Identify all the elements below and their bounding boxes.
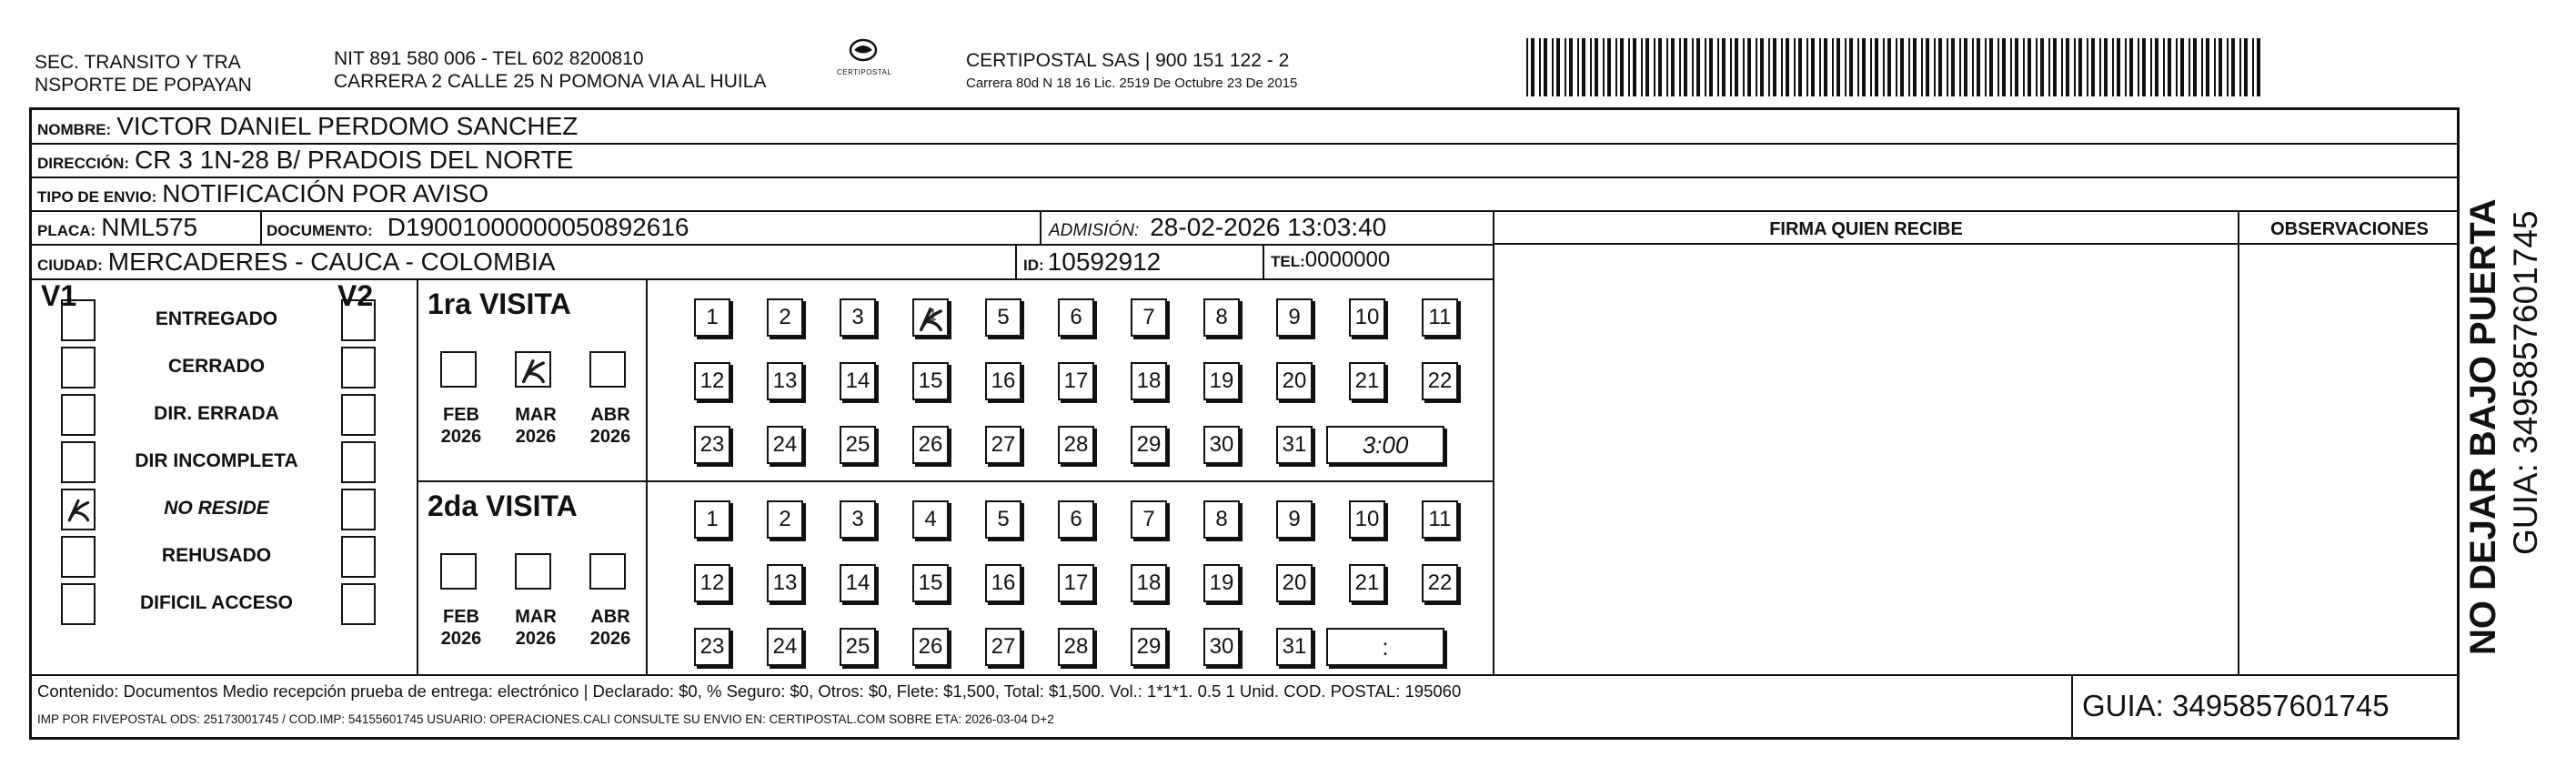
- admision-value: 28-02-2026 13:03:40: [1150, 213, 1387, 241]
- day-box[interactable]: 21: [1349, 564, 1385, 602]
- barcode-bar: [1806, 38, 1808, 96]
- day-box[interactable]: 13: [767, 362, 803, 400]
- month-year: 2026: [440, 427, 482, 447]
- month-checkbox[interactable]: [589, 351, 626, 388]
- barcode-bar: [1989, 38, 1993, 96]
- barcode-bar: [1819, 38, 1821, 96]
- month-name: FEB: [443, 405, 479, 425]
- time-box[interactable]: 3:00: [1326, 426, 1444, 464]
- shipment-form: [29, 107, 2460, 740]
- barcode-bar: [1705, 38, 1706, 96]
- footer-guia: GUIA: 3495857601745: [2082, 689, 2390, 722]
- barcode-bar: [2040, 38, 2044, 96]
- month-label: [429, 404, 493, 448]
- day-box[interactable]: 15: [912, 362, 949, 400]
- nit-block: [334, 47, 766, 93]
- rule: [32, 244, 1493, 246]
- barcode-bar: [1628, 38, 1630, 96]
- v2-checkbox[interactable]: [341, 583, 376, 625]
- day-box[interactable]: 28: [1058, 426, 1094, 464]
- tipo-label: TIPO DE ENVIO:: [37, 188, 157, 206]
- barcode-bar: [1985, 38, 1987, 96]
- tel-label: TEL:: [1271, 253, 1305, 270]
- id-label: ID:: [1023, 257, 1044, 274]
- barcode-bar: [1849, 38, 1853, 96]
- day-box[interactable]: 22: [1422, 362, 1458, 400]
- day-box[interactable]: 9: [1276, 500, 1313, 539]
- month-name: ABR: [590, 607, 630, 627]
- barcode-bar: [2028, 38, 2031, 96]
- ciudad-cell: [37, 247, 555, 277]
- month-name: FEB: [443, 607, 479, 627]
- barcode-bar: [1577, 38, 1579, 96]
- barcode-bar: [2112, 38, 2114, 96]
- rule: [260, 210, 262, 244]
- barcode-bar: [2002, 38, 2006, 96]
- barcode-bar: [2163, 38, 2165, 96]
- day-box[interactable]: 16: [985, 362, 1021, 400]
- month-label: [579, 606, 642, 650]
- rule: [646, 278, 648, 674]
- day-box[interactable]: 15: [912, 564, 949, 602]
- barcode-bar: [2219, 38, 2222, 96]
- barcode-bar: [2214, 38, 2216, 96]
- barcode-bar: [1926, 38, 1929, 96]
- barcode-bar: [1921, 38, 1923, 96]
- v2-checkbox[interactable]: [341, 347, 376, 388]
- day-box[interactable]: 14: [840, 564, 876, 602]
- barcode-bar: [1798, 38, 1802, 96]
- day-box[interactable]: 4: [912, 500, 949, 539]
- month-checkbox[interactable]: [440, 553, 477, 590]
- barcode-bar: [2117, 38, 2120, 96]
- barcode-bar: [2206, 38, 2209, 96]
- logo-icon: [847, 36, 880, 64]
- placa-cell: [37, 213, 197, 242]
- barcode-bar: [1526, 38, 1528, 96]
- month-name: ABR: [590, 405, 630, 425]
- barcode-bar: [1531, 38, 1535, 96]
- v1-checkbox[interactable]: [61, 489, 96, 530]
- barcode-bar: [2036, 38, 2038, 96]
- day-box[interactable]: 24: [767, 628, 803, 666]
- barcode-bar: [1900, 38, 1904, 96]
- barcode-bar: [1947, 38, 1948, 96]
- visit-title: 1ra VISITA: [428, 288, 571, 320]
- day-box[interactable]: 31: [1276, 426, 1313, 464]
- day-box[interactable]: 18: [1131, 362, 1167, 400]
- barcode-bar: [2155, 38, 2158, 96]
- day-box[interactable]: 17: [1058, 362, 1094, 400]
- rule: [32, 177, 2460, 178]
- direccion-label: DIRECCIÓN:: [37, 155, 130, 172]
- barcode-bar: [1977, 38, 1980, 96]
- v1-label: V1: [41, 279, 77, 312]
- day-box[interactable]: 19: [1203, 362, 1240, 400]
- issuer-block: [35, 51, 252, 96]
- rule: [32, 674, 2460, 676]
- barcode-bar: [1896, 38, 1897, 96]
- footer-print-info: IMP POR FIVEPOSTAL ODS: 25173001745 / COD.IMP: 54155601745 USUARIO: OPERACIONES.CALI CONSULTE SU ENVIO EN: CERTIPOSTAL.COM SOBRE ETA: 2026-03-04 D+2: [37, 712, 1054, 726]
- barcode-bar: [1875, 38, 1878, 96]
- v2-checkbox[interactable]: [341, 299, 376, 341]
- barcode-bar: [1743, 38, 1745, 96]
- day-box[interactable]: 20: [1276, 362, 1313, 400]
- v2-checkbox[interactable]: [341, 441, 376, 483]
- day-box[interactable]: 7: [1131, 500, 1167, 539]
- barcode-bar: [1862, 38, 1866, 96]
- barcode-bar: [1913, 38, 1917, 96]
- nombre-row: [37, 112, 578, 141]
- day-box[interactable]: 30: [1203, 426, 1240, 464]
- day-box[interactable]: 29: [1131, 426, 1167, 464]
- barcode-bar: [1582, 38, 1585, 96]
- barcode-bar: [1544, 38, 1547, 96]
- barcode-bar: [2099, 38, 2101, 96]
- barcode-bar: [1883, 38, 1885, 96]
- barcode-bar: [2193, 38, 2197, 96]
- firma-header: FIRMA QUIEN RECIBE: [1769, 219, 1963, 239]
- footer-contents: Contenido: Documentos Medio recepción prueba de entrega: electrónico | Declarado: $0, % Seguro: $0, Otros: $0, Flete: $1,500, Total: $1,500. Vol.: 1*1*1. 0.5 1 Unid. COD. POSTAL: 195060: [37, 681, 1462, 701]
- day-box[interactable]: 22: [1422, 564, 1458, 602]
- barcode-bar: [2176, 38, 2178, 96]
- day-box[interactable]: 3: [840, 298, 876, 337]
- day-box[interactable]: 10: [1349, 298, 1385, 337]
- day-box[interactable]: 9: [1276, 298, 1313, 337]
- courier-block: [966, 49, 1297, 95]
- day-box[interactable]: 1: [694, 298, 730, 337]
- day-box[interactable]: 31: [1276, 628, 1313, 666]
- status-label: NO RESIDE: [164, 498, 269, 519]
- v1-checkbox[interactable]: [61, 583, 96, 625]
- barcode-bar: [1964, 38, 1967, 96]
- observaciones-header: OBSERVACIONES: [2270, 219, 2429, 239]
- barcode-bar: [1781, 38, 1783, 96]
- barcode-bar: [1633, 38, 1636, 96]
- barcode-bar: [1666, 38, 1668, 96]
- day-box[interactable]: 16: [985, 564, 1021, 602]
- barcode-bar: [1959, 38, 1961, 96]
- documento-value: D19001000000050892616: [387, 213, 689, 241]
- day-box[interactable]: 2: [767, 298, 803, 337]
- barcode-bar: [1845, 38, 1846, 96]
- barcode-bar: [1730, 38, 1732, 96]
- barcode-bar: [1620, 38, 1624, 96]
- barcode-bar: [1590, 38, 1592, 96]
- status-label: DIFICIL ACCESO: [139, 592, 293, 613]
- rule: [1040, 210, 1041, 244]
- barcode-bar: [2074, 38, 2076, 96]
- barcode-bar: [2138, 38, 2139, 96]
- barcode-bar: [1760, 38, 1764, 96]
- barcode-bar: [1908, 38, 1910, 96]
- placa-label: PLACA:: [37, 222, 96, 239]
- day-box[interactable]: 7: [1131, 298, 1167, 337]
- day-box[interactable]: 29: [1131, 628, 1167, 666]
- barcode-bar: [2129, 38, 2133, 96]
- barcode-bar: [2239, 38, 2241, 96]
- day-box[interactable]: 24: [767, 426, 803, 464]
- barcode-bar: [1735, 38, 1738, 96]
- barcode-bar: [1645, 38, 1649, 96]
- day-box[interactable]: 28: [1058, 628, 1094, 666]
- day-box[interactable]: 19: [1203, 564, 1240, 602]
- barcode-bar: [2066, 38, 2069, 96]
- day-box[interactable]: 4: [912, 298, 949, 337]
- rule: [1015, 244, 1017, 278]
- barcode-bar: [1887, 38, 1891, 96]
- nombre-label: NOMBRE:: [37, 121, 112, 138]
- month-year: 2026: [515, 629, 557, 649]
- documento-cell: [267, 213, 689, 242]
- day-box[interactable]: 27: [985, 628, 1021, 666]
- day-box[interactable]: 26: [912, 628, 949, 666]
- month-checkbox[interactable]: [515, 351, 551, 388]
- day-box[interactable]: 6: [1058, 298, 1094, 337]
- month-checkbox[interactable]: [515, 553, 551, 590]
- rule: [32, 278, 1493, 280]
- v2-checkbox[interactable]: [341, 394, 376, 436]
- barcode-bar: [2078, 38, 2082, 96]
- day-box[interactable]: 25: [840, 628, 876, 666]
- barcode-bar: [2168, 38, 2171, 96]
- nombre-value: VICTOR DANIEL PERDOMO SANCHEZ: [116, 112, 579, 140]
- id-cell: [1023, 247, 1161, 277]
- nit-line1: NIT 891 580 006 - TEL 602 8200810: [334, 48, 644, 69]
- barcode-bar: [1654, 38, 1655, 96]
- day-box[interactable]: 17: [1058, 564, 1094, 602]
- observations-area[interactable]: [2239, 245, 2458, 672]
- barcode-bar: [2091, 38, 2095, 96]
- barcode-bar: [1692, 38, 1694, 96]
- barcode-bar: [2150, 38, 2152, 96]
- ciudad-label: CIUDAD:: [37, 257, 103, 274]
- day-box[interactable]: 12: [694, 564, 730, 602]
- barcode-bar: [1595, 38, 1598, 96]
- barcode-bar: [2189, 38, 2190, 96]
- v1-checkbox[interactable]: [61, 394, 96, 436]
- tipo-row: [37, 179, 488, 208]
- direccion-value: CR 3 1N-28 B/ PRADOIS DEL NORTE: [135, 146, 574, 174]
- barcode-bar: [2061, 38, 2063, 96]
- tel-cell: [1271, 247, 1390, 273]
- barcode-bar: [1747, 38, 1751, 96]
- month-label: [504, 606, 568, 650]
- month-year: 2026: [515, 427, 557, 447]
- barcode-bar: [1756, 38, 1757, 96]
- barcode-bar: [1794, 38, 1796, 96]
- barcode-bar: [1565, 38, 1566, 96]
- barcode-bar: [2201, 38, 2203, 96]
- handwritten-mark-icon: [916, 302, 947, 335]
- v1-checkbox[interactable]: [61, 441, 96, 483]
- nit-line2: CARRERA 2 CALLE 25 N POMONA VIA AL HUILA: [334, 71, 767, 92]
- admision-label: ADMISIÓN:: [1049, 221, 1140, 240]
- barcode-bar: [1679, 38, 1681, 96]
- placa-value: NML575: [101, 213, 198, 241]
- rule: [2071, 674, 2073, 740]
- barcode-bar: [2227, 38, 2229, 96]
- barcode-bar: [2231, 38, 2235, 96]
- barcode-bar: [2244, 38, 2248, 96]
- barcode-bar: [1569, 38, 1573, 96]
- logo-text: CERTIPOSTAL: [837, 68, 892, 76]
- certipostal-logo: [837, 36, 890, 76]
- day-box[interactable]: 6: [1058, 500, 1094, 539]
- courier-line2: Carrera 80d N 18 16 Lic. 2519 De Octubre 23 De 2015: [966, 76, 1298, 91]
- barcode-bar: [1603, 38, 1605, 96]
- direccion-row: [37, 146, 573, 175]
- barcode-bar: [1972, 38, 1974, 96]
- side-guia: GUIA: 3495857601745: [2507, 210, 2544, 555]
- month-label: [504, 404, 568, 448]
- day-box[interactable]: 8: [1203, 500, 1240, 539]
- v2-checkbox[interactable]: [341, 489, 376, 530]
- barcode-bar: [1539, 38, 1541, 96]
- day-box[interactable]: 26: [912, 426, 949, 464]
- barcode-bar: [1934, 38, 1936, 96]
- barcode-bar: [1811, 38, 1815, 96]
- day-box[interactable]: 8: [1203, 298, 1240, 337]
- barcode-bar: [1717, 38, 1719, 96]
- day-box[interactable]: 5: [985, 298, 1021, 337]
- status-label: CERRADO: [167, 356, 266, 377]
- handwritten-check-icon: [518, 355, 549, 386]
- courier-line1: CERTIPOSTAL SAS | 900 151 122 - 2: [966, 50, 1290, 71]
- barcode-bar: [1786, 38, 1789, 96]
- issuer-line1: SEC. TRANSITO Y TRA: [35, 52, 241, 73]
- barcode-bar: [1684, 38, 1687, 96]
- barcode-bar: [2048, 38, 2050, 96]
- day-box[interactable]: 13: [767, 564, 803, 602]
- status-label: DIR. ERRADA: [154, 403, 279, 424]
- month-label: [429, 606, 493, 650]
- status-label: ENTREGADO: [155, 308, 278, 329]
- rule: [1263, 244, 1264, 278]
- day-box[interactable]: 11: [1422, 298, 1458, 337]
- rule: [32, 210, 2460, 212]
- month-year: 2026: [589, 427, 631, 447]
- day-box[interactable]: 25: [840, 426, 876, 464]
- day-box[interactable]: 12: [694, 362, 730, 400]
- month-checkbox[interactable]: [440, 351, 477, 388]
- barcode-bar: [1709, 38, 1713, 96]
- barcode-bar: [1658, 38, 1662, 96]
- barcode-bar: [2257, 38, 2260, 96]
- v1-checkbox[interactable]: [61, 299, 96, 341]
- v1-checkbox[interactable]: [61, 347, 96, 388]
- status-label: DIR INCOMPLETA: [135, 450, 298, 471]
- id-value: 10592912: [1047, 247, 1162, 276]
- rule: [32, 143, 2460, 145]
- day-box[interactable]: 10: [1349, 500, 1385, 539]
- month-label: [579, 404, 642, 448]
- barcode-bar: [1832, 38, 1834, 96]
- day-box[interactable]: 3: [840, 500, 876, 539]
- month-name: MAR: [515, 405, 557, 425]
- barcode-bar: [2104, 38, 2108, 96]
- barcode-bar: [1607, 38, 1611, 96]
- barcode-bar: [1857, 38, 1859, 96]
- day-box[interactable]: 2: [767, 500, 803, 539]
- barcode-bar: [1951, 38, 1955, 96]
- handwritten-check-icon: [65, 492, 94, 527]
- barcode-bar: [2180, 38, 2184, 96]
- month-year: 2026: [589, 629, 631, 649]
- barcode-bar: [1997, 38, 1999, 96]
- tel-value: 0000000: [1304, 247, 1391, 272]
- rule: [417, 480, 1493, 482]
- day-box[interactable]: 23: [694, 426, 730, 464]
- barcode-bar: [1836, 38, 1840, 96]
- day-box[interactable]: 14: [840, 362, 876, 400]
- visit-title: 2da VISITA: [428, 489, 578, 522]
- barcode-bar: [1641, 38, 1643, 96]
- barcode-bar: [2252, 38, 2254, 96]
- tipo-value: NOTIFICACIÓN POR AVISO: [162, 179, 489, 207]
- admision-cell: [1049, 213, 1386, 242]
- side-warning: NO DEJAR BAJO PUERTA: [2463, 198, 2503, 655]
- barcode-bar: [2125, 38, 2127, 96]
- time-box[interactable]: :: [1326, 628, 1444, 666]
- barcode-bar: [2053, 38, 2057, 96]
- day-box[interactable]: 30: [1203, 628, 1240, 666]
- barcode-bar: [2023, 38, 2025, 96]
- barcode-bar: [1768, 38, 1770, 96]
- day-box[interactable]: 23: [694, 628, 730, 666]
- barcode-bar: [1615, 38, 1617, 96]
- barcode-bar: [1671, 38, 1675, 96]
- barcode-bar: [2087, 38, 2088, 96]
- status-label: REHUSADO: [161, 545, 272, 566]
- barcode-bar: [1773, 38, 1776, 96]
- barcode-bar: [1722, 38, 1726, 96]
- month-year: 2026: [440, 629, 482, 649]
- rule: [417, 278, 418, 674]
- barcode-bar: [1696, 38, 1700, 96]
- barcode-bar: [1938, 38, 1942, 96]
- barcode-bar: [2015, 38, 2018, 96]
- day-box[interactable]: 11: [1422, 500, 1458, 539]
- barcode-bar: [1552, 38, 1554, 96]
- v2-label: V2: [337, 279, 374, 312]
- day-box[interactable]: 18: [1131, 564, 1167, 602]
- day-box[interactable]: 1: [694, 500, 730, 539]
- barcode-bar: [1556, 38, 1560, 96]
- month-checkbox[interactable]: [589, 553, 626, 590]
- documento-label: DOCUMENTO:: [267, 222, 373, 239]
- day-box[interactable]: 21: [1349, 362, 1385, 400]
- barcode-bar: [1870, 38, 1872, 96]
- barcode-bar: [2010, 38, 2012, 96]
- barcode-bar: [2142, 38, 2146, 96]
- issuer-line2: NSPORTE DE POPAYAN: [35, 75, 252, 96]
- day-box[interactable]: 27: [985, 426, 1021, 464]
- month-name: MAR: [515, 607, 557, 627]
- day-box[interactable]: 20: [1276, 564, 1313, 602]
- barcode: [1526, 38, 2265, 96]
- ciudad-value: MERCADERES - CAUCA - COLOMBIA: [107, 247, 556, 276]
- signature-area[interactable]: [1494, 245, 2236, 672]
- v2-checkbox[interactable]: [341, 536, 376, 578]
- day-box[interactable]: 5: [985, 500, 1021, 539]
- barcode-bar: [1824, 38, 1827, 96]
- v1-checkbox[interactable]: [61, 536, 96, 578]
